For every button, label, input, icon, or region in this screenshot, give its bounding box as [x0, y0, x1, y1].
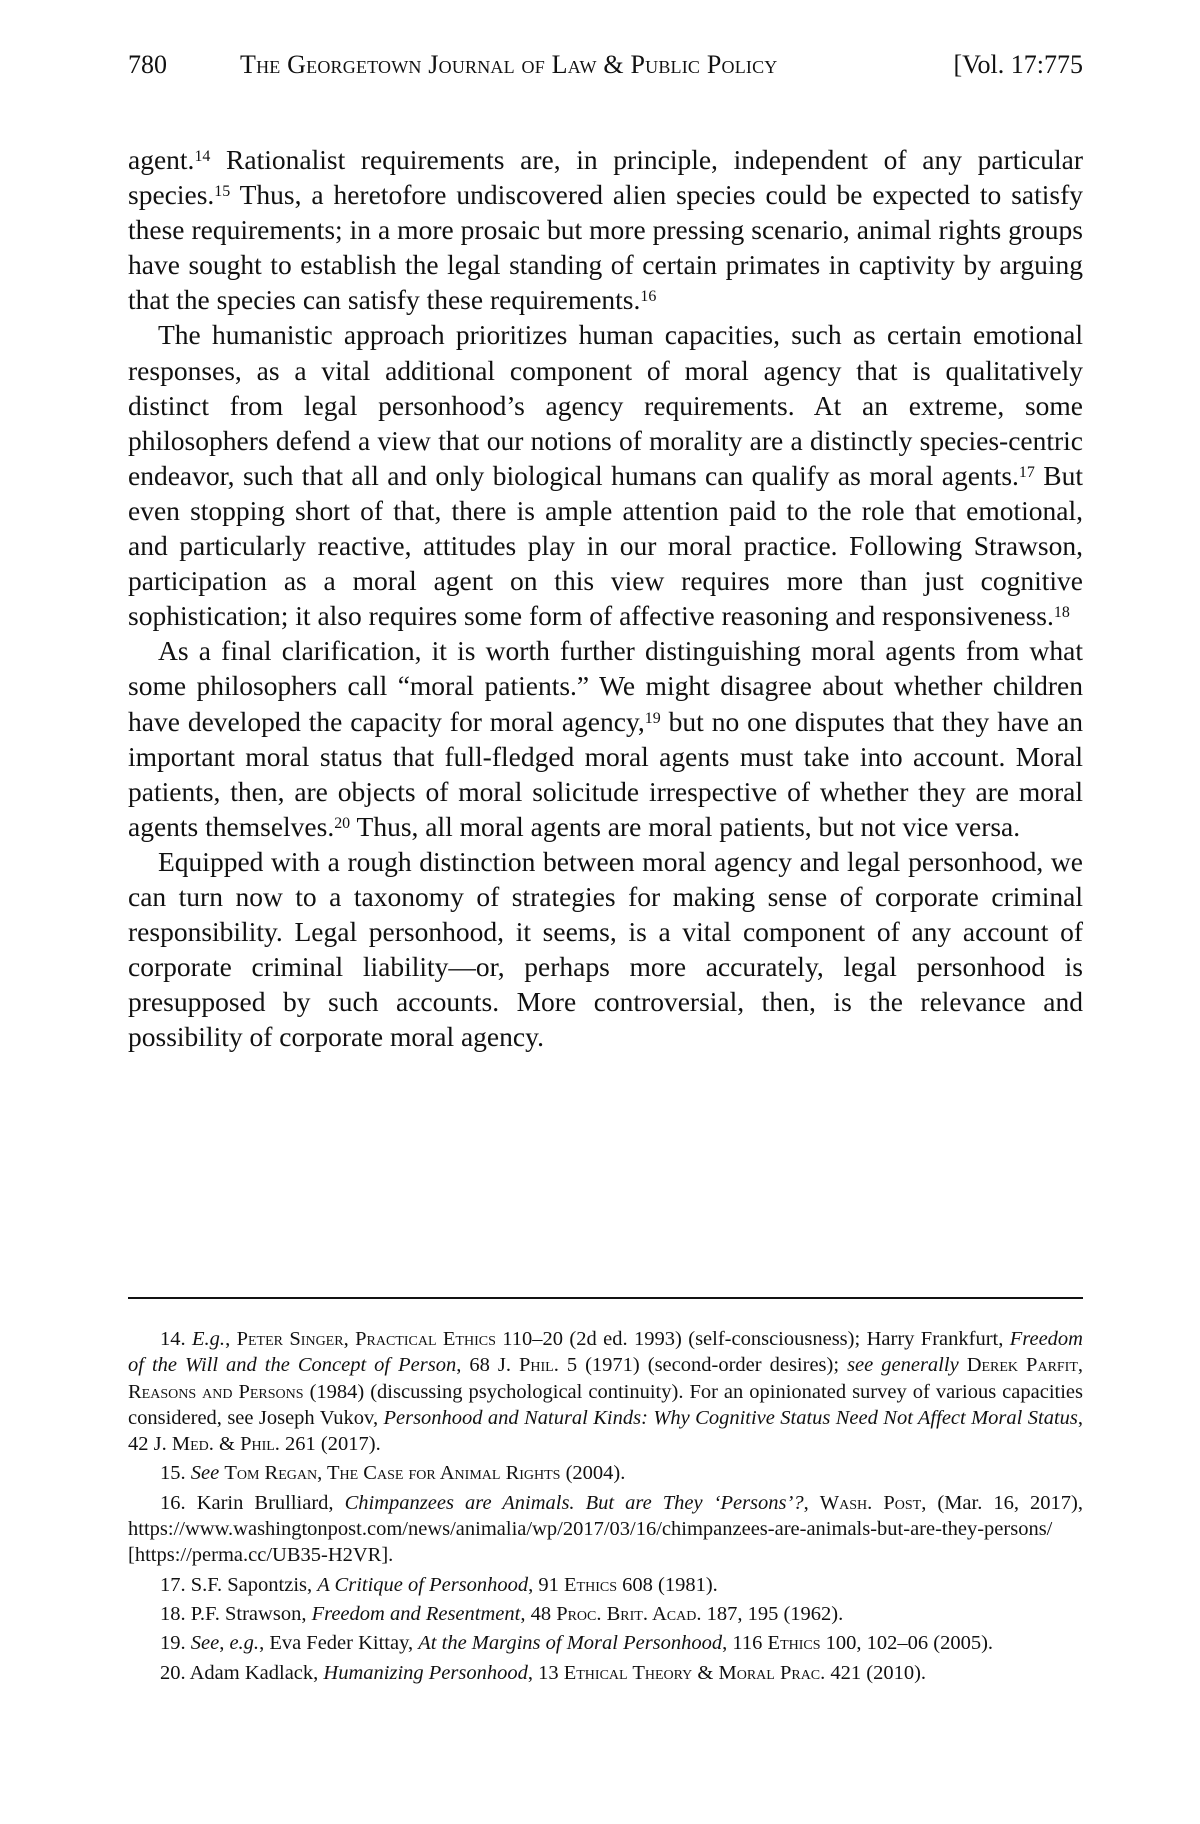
paragraph: As a final clarification, it is worth further distinguishing moral agents from what some philosophers call “moral patients.” We might disagree about whether children have developed the capacity for moral agency,$^{19}$ but no one disputes that they have an important moral status that full-fledged moral agents must take into account. Moral patients, then, are objects of moral solicitude irrespective of whether they are moral agents themselves.$^{20}$ Thus, all moral agents are moral patients, but not vice versa. — [128, 635, 1084, 842]
footnote-ref-18[interactable]: 18 — [1053, 604, 1070, 622]
body-text — [128, 142, 1083, 1054]
footnotes — [128, 1326, 1083, 1689]
paragraph: The humanistic approach prioritizes human capacities, such as certain emotional responses, as a vital additional component of moral agency that is qualitatively distinct from legal personhood’s agency requirements. At an extreme, some philosophers defend a view that our notions of morality are a distinctly species-centric endeavor, such that all and only biological humans can qualify as moral agents.$^{17}$ But even stopping short of that, there is ample attention paid to the role that emotional, and particularly reactive, attitudes play in our moral practice. Following Strawson, participation as a moral agent on this view requires more than just cognitive sophistication; it also requires some form of affective reasoning and responsiveness.$^{18}$ — [128, 319, 1083, 632]
footnote-ref-20[interactable]: 20 — [334, 814, 351, 832]
footnote-ref-16[interactable]: 16 — [640, 288, 657, 306]
footnote-14: 14. E.g., Peter Singer, Practical Ethics 110–20 (2d ed. 1993) (self-consciousness); Harry Frankfurt, Freedom of the Will and the Concept of Person, 68 J. Phil. 5 (1971) (second-order desires); see generally Derek Parfit, Reasons and Persons (1984) (discussing psychological continuity). For an opinionated survey of various capacities considered, see Joseph Vukov, Personhood and Natural Kinds: Why Cognitive Status Need Not Affect Moral Status, 42 J. Med. & Phil. 261 (2017). — [128, 1328, 1084, 1456]
footnote-16: 16. Karin Brulliard, Chimpanzees are Animals. But are They ‘Persons’?, Wash. Post, (Mar. 16, 2017), https://www.washingtonpost.com/news/animalia/wp/2017/03/16/chimpanzees-are-animals-but-are-they-persons/ [https://perma.cc/UB35-H2VR]. — [128, 1491, 1084, 1567]
footnote-ref-19[interactable]: 19 — [644, 709, 661, 727]
paragraph: agent.$^{14}$ Rationalist requirements are, in principle, independent of any particular species.$^{15}$ Thus, a heretofore undiscovered alien species could be expected to satisfy these requirements; in a more prosaic but more pressing scenario, animal rights groups have sought to establish the legal standing of certain primates in captivity by arguing that the species can satisfy these requirements.$^{16}$ — [128, 144, 1083, 316]
footnote-ref-15[interactable]: 15 — [214, 183, 231, 201]
paragraph: Equipped with a rough distinction between moral agency and legal personhood, we can turn now to a taxonomy of strategies for making sense of corporate criminal responsibility. Legal personhood, it seems, is a vital component of any account of corporate criminal liability—or, perhaps more accurately, legal personhood is presupposed by such accounts. More controversial, then, is the relevance and possibility of corporate moral agency. — [128, 845, 1083, 1053]
footnote-18: 18. P.F. Strawson, Freedom and Resentment, 48 Proc. Brit. Acad. 187, 195 (1962). — [160, 1602, 844, 1625]
footnote-divider — [128, 1297, 1083, 1299]
footnote-15: 15. See Tom Regan, The Case for Animal Rights (2004). — [160, 1462, 626, 1485]
footnote-19: 19. See, e.g., Eva Feder Kittay, At the Margins of Moral Personhood, 116 Ethics 100, 102–06 (2005). — [160, 1632, 994, 1655]
volume-citation: [Vol. 17:775 — [953, 50, 1083, 79]
footnote-17: 17. S.F. Sapontzis, A Critique of Personhood, 91 Ethics 608 (1981). — [160, 1573, 718, 1596]
footnote-ref-17[interactable]: 17 — [1018, 463, 1035, 481]
page-number: 780 — [128, 50, 167, 79]
footnote-20: 20. Adam Kadlack, Humanizing Personhood, 13 Ethical Theory & Moral Prac. 421 (2010). — [160, 1661, 927, 1684]
footnote-ref-14[interactable]: 14 — [194, 148, 211, 166]
journal-title: The Georgetown Journal of Law & Public Policy — [240, 50, 778, 79]
running-header — [128, 50, 1083, 90]
